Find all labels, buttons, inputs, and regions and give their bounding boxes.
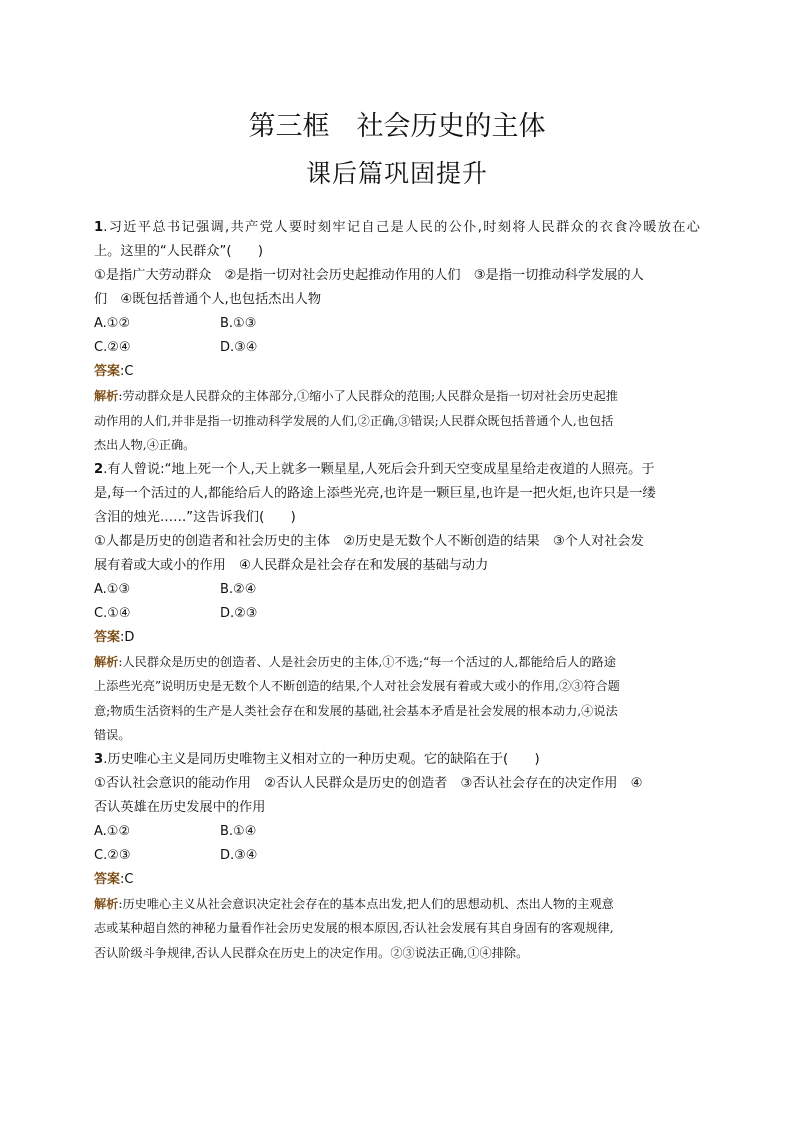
answer-value: :C xyxy=(120,871,134,887)
answer-line xyxy=(94,626,700,650)
options-row xyxy=(94,336,700,360)
explanation xyxy=(94,892,700,966)
option-c: C.①④ xyxy=(94,605,131,621)
question-stem xyxy=(94,458,700,578)
question-number: 3 xyxy=(94,751,104,767)
explanation xyxy=(94,650,700,748)
stem-line: 们 ④既包括普通个人,也包括杰出人物 xyxy=(94,292,322,307)
answer-line xyxy=(94,868,700,892)
explanation-line: 否认阶级斗争规律,否认人民群众在历史上的决定作用。②③说法正确,①④排除。 xyxy=(94,945,529,960)
option-a: A.①② xyxy=(94,823,131,839)
option-b: B.①④ xyxy=(220,823,257,839)
answer-line xyxy=(94,360,700,384)
answer-value: :D xyxy=(120,629,135,645)
question-stem xyxy=(94,216,700,312)
stem-line: 上。这里的“人民群众”( ) xyxy=(94,244,264,259)
explanation-label: 解析 xyxy=(94,389,119,403)
option-b: B.②④ xyxy=(220,581,257,597)
answer-label: 答案 xyxy=(94,364,121,379)
stem-line: 含泪的烛光……”这告诉我们( ) xyxy=(94,509,296,525)
question-number: 1 xyxy=(94,220,104,235)
option-d: D.②③ xyxy=(220,605,258,621)
question-list xyxy=(94,216,700,965)
explanation-line: 解析:劳动群众是人民群众的主体部分,①缩小了人民群众的范围;人民群众是指一切对社会历史起推 xyxy=(94,389,618,403)
stem-line: ①是指广大劳动群众 ②是指一切对社会历史起推动作用的人们 ③是指一切推动科学发展的人 xyxy=(94,268,644,283)
stem-line: 展有着或大或小的作用 ④人民群众是社会存在和发展的基础与动力 xyxy=(94,557,489,573)
explanation-line: 解析:人民群众是历史的创造者、人是社会历史的主体,①不选;“每一个活过的人,都能给后人的路途 xyxy=(94,654,616,669)
options-row xyxy=(94,820,700,844)
question-2 xyxy=(94,458,700,748)
options-row xyxy=(94,312,700,336)
explanation-label: 解析 xyxy=(94,896,119,911)
options-row xyxy=(94,602,700,626)
stem-line: 否认英雄在历史发展中的作用 xyxy=(94,799,266,815)
explanation-line: 错误。 xyxy=(94,728,131,742)
explanation xyxy=(94,384,700,458)
stem-line: 2.有人曾说:“地上死一个人,天上就多一颗星星,人死后会升到天空变成星星给走夜道的人照亮。于 xyxy=(94,461,655,477)
explanation-line: 动作用的人们,并非是指一切推动科学发展的人们,②正确,③错误;人民群众既包括普通个人,也包括 xyxy=(94,413,614,428)
option-d: D.③④ xyxy=(220,847,258,863)
question-stem xyxy=(94,748,700,820)
page-subtitle: 课后篇巩固提升 xyxy=(305,159,488,188)
question-1 xyxy=(94,216,700,458)
explanation-line: 志或某种超自然的神秘力量看作社会历史发展的根本原因,否认社会发展有其自身固有的客观规律, xyxy=(94,921,614,935)
question-3 xyxy=(94,748,700,966)
explanation-label: 解析 xyxy=(94,654,119,669)
option-c: C.②③ xyxy=(94,847,131,863)
stem-line: ①否认社会意识的能动作用 ②否认人民群众是历史的创造者 ③否认社会存在的决定作用 ④ xyxy=(94,775,643,791)
stem-line: 3.历史唯心主义是同历史唯物主义相对立的一种历史观。它的缺陷在于( ) xyxy=(94,751,540,767)
option-d: D.③④ xyxy=(220,340,258,355)
explanation-line: 杰出人物,④正确。 xyxy=(94,438,196,452)
explanation-line: 上添些光亮”说明历史是无数个人不断创造的结果,个人对社会发展有着或大或小的作用,②③符合题 xyxy=(94,679,620,693)
answer-value: :C xyxy=(120,364,134,379)
options-row xyxy=(94,844,700,868)
answer-label: 答案 xyxy=(94,629,121,645)
stem-line: 1.习近平总书记强调,共产党人要时刻牢记自己是人民的公仆,时刻将人民群众的衣食冷暖放在心 xyxy=(94,220,700,235)
option-c: C.②④ xyxy=(94,340,131,355)
explanation-line: 解析:历史唯心主义从社会意识决定社会存在的基本点出发,把人们的思想动机、杰出人物的主观意 xyxy=(94,896,614,911)
option-a: A.①② xyxy=(94,316,131,331)
page-title: 第三框 社会历史的主体 xyxy=(248,111,546,142)
option-b: B.①③ xyxy=(220,316,257,331)
answer-label: 答案 xyxy=(94,871,121,887)
stem-line: 是,每一个活过的人,都能给后人的路途上添些光亮,也许是一颗巨星,也许是一把火炬,也许只是一缕 xyxy=(94,485,656,501)
option-a: A.①③ xyxy=(94,581,131,597)
explanation-line: 意;物质生活资料的生产是人类社会存在和发展的基础,社会基本矛盾是社会发展的根本动力,④说法 xyxy=(94,703,618,718)
options-row xyxy=(94,578,700,602)
stem-line: ①人都是历史的创造者和社会历史的主体 ②历史是无数个人不断创造的结果 ③个人对社会发 xyxy=(94,533,644,549)
question-number: 2 xyxy=(94,461,104,477)
